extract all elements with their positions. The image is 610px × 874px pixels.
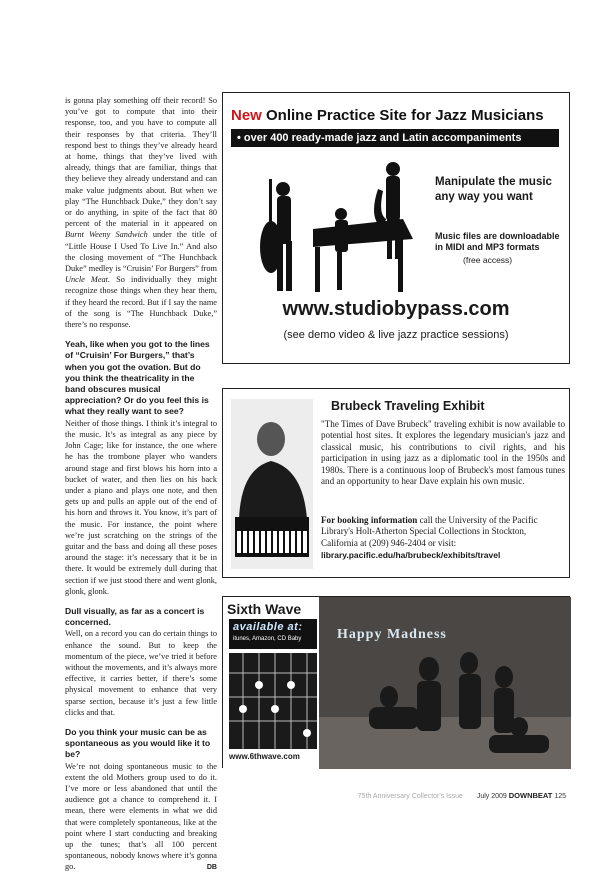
band-name: Sixth Wave [227,601,302,617]
ad-booking-info: For booking information call the University of the Pacific Library's Holt-Atherton Special Collections in Stockton, California at (209) 946-2404 or visit: library.pacific.edu/ha/brubeck/exhibits/travel [321,515,565,562]
interview-question: Yeah, like when you got to the lines of “Cruisin’ For Burgers,” that’s when you got the ovation. But do you think the theatricality in the band obscures musical appreciation? Or do you feel this is what they really want to see? [65,339,210,417]
issue-label: 75th Anniversary Collector's Issue [357,793,463,800]
paragraph-1: is gonna play something off their record! So you’ve got to compute that into their response, too, and you have to compute all their responses by that criteria. They’ll respond best to things they’ve already heard at home, things that they’ve lived with already, things that are familiar, things that they believe they already understand and can make value judgments about. But when we play “The Hunchback Duke,” they don’t say or do anything, in spite of the fact that 80 percent of the material in it appeared on Burnt Weeny Sandwich under the title of “Little House I Used To Live In.” And also the closing movement of “The Hunchback Duke” medley is “Cruisin’ For Burgers” from Uncle Meat. So individually they might recognize those things when they hear them, if they heard the record. But if I say the name of the song is “The Hunchback Duke,” there’s no response. [65,96,217,330]
guitar-fretboard-graphic [229,653,317,749]
page-footer [358,791,566,800]
ad-left-panel [223,597,319,769]
ad-url-link[interactable]: www.studiobypass.com [282,298,510,320]
interview-answer: We’re not doing spontaneous music to the extent the old Mothers group used to do it. I’ve more or less abandoned that until the audience got a chance to comprehend it. I mean, there were elements in what we did that were completely spontaneous, like at the point where I start conducting and breaking up the tunes; that’s all 100 percent spontaneous, nobody knows where it’s gonna go. DB [65,761,217,873]
interview-answer: Neither of those things. I think it’s integral to the music. It’s as integral as any piece by John Cage; like for instance, the one where he has the trombone player who wanders around stage and first blows his horn into a bucket of water, and then lies on his back under a piano and plays one note, and then gets up and pulls an apple out of the end of his horn and throws it. You know, it’s part of the music. For instance, the point where we’re just scratching on the strings of the guitar and the bass and doing all these poses around the stage: it’s necessary that it be in there. It would be extremely dull during that section if we just stood there and went glonk, glonk, glonk. [65,418,217,596]
ad-body: "The Times of Dave Brubeck" traveling exhibit is now available to potential host sites. It explores the legendary musician's jazz and classical music, his contributions to civil rights, and his participation in using jazz as a diplomatic tool in the 1950s and 1980s. There is a continuous loop of Brubeck's most famous tunes and an opportunity to hear Dave explain his own music. [321,419,565,487]
ad-tagline: Manipulate the music any way you want [435,176,552,203]
album-title: Uncle Meat. [65,275,111,285]
album-title: Happy Madness [337,627,447,642]
jazz-musicians-illustration [253,159,428,294]
signature: DB [206,864,217,872]
ad-free-access: (free access) [463,255,513,265]
ad-studiobypass[interactable] [222,92,570,364]
article-column [65,95,217,874]
ad-band: • over 400 ready-made jazz and Latin accompaniments [231,129,559,147]
ad-url-link[interactable]: library.pacific.edu/ha/brubeck/exhibits/travel [321,550,501,561]
brubeck-portrait-image [231,399,313,569]
interview-question: Dull visually, as far as a concert is concerned. [65,605,205,628]
page-number: 125 [554,793,566,800]
band-photo [319,597,571,769]
ad-url-link[interactable]: www.6thwave.com [229,752,300,761]
ad-brubeck-exhibit[interactable] [222,388,570,578]
availability-box: available at: itunes, Amazon, CD Baby [229,619,317,649]
interview-question: Do you think your music can be as spontaneous as you would like it to be? [65,726,211,760]
ad-formats: Music files are downloadable in MIDI and MP3 formats [435,231,560,252]
magazine-name: DOWNBEAT [508,791,553,800]
ad-headline: New Online Practice Site for Jazz Musicians [231,107,544,124]
ad-demo-note: (see demo video & live jazz practice sessions) [283,329,509,341]
issue-date: July 2009 [476,793,507,800]
interview-answer: Well, on a record you can do certain things to enhance the sound. But to keep the momentum of the piece, we’ve tried it before without the movements, and it’s always more effective, it carries better, if there’s some physical movement to enhance that very sparse section, because it’s just a few little clicks and that. [65,629,217,717]
ad-title: Brubeck Traveling Exhibit [331,399,485,413]
album-title: Burnt Weeny Sandwich [65,230,148,240]
ad-sixth-wave[interactable] [222,596,570,768]
